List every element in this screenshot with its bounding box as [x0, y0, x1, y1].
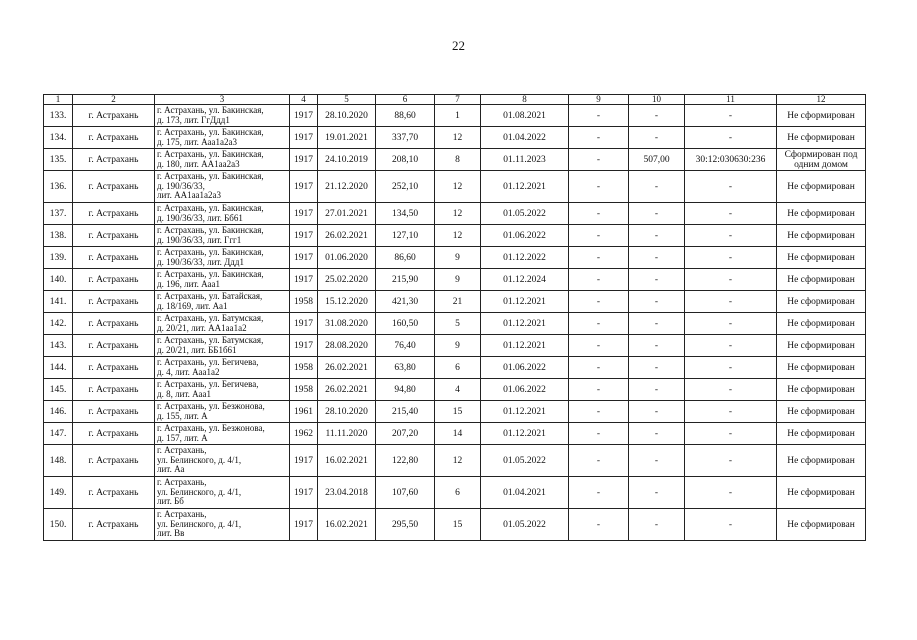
land-area-cell: -: [629, 203, 685, 225]
land-area-cell: -: [629, 127, 685, 149]
row-number: 150.: [44, 509, 73, 541]
status-cell: Не сформирован: [777, 269, 866, 291]
col9-cell: -: [569, 509, 629, 541]
deadline-cell: 01.06.2022: [481, 379, 569, 401]
row-number: 139.: [44, 247, 73, 269]
col9-cell: -: [569, 335, 629, 357]
table-row: [44, 401, 866, 423]
area-cell: 337,70: [376, 127, 435, 149]
year-cell: 1958: [290, 357, 318, 379]
address-line: д. 190/36/33, лит. Ггг1: [157, 234, 242, 245]
count-cell: 9: [435, 247, 481, 269]
area-cell: 86,60: [376, 247, 435, 269]
deadline-cell: 01.05.2022: [481, 509, 569, 541]
address-line: г. Астрахань, ул. Батумская,: [157, 335, 264, 345]
date-cell: 19.01.2021: [318, 127, 376, 149]
page-number: 22: [452, 38, 465, 53]
row-number: 144.: [44, 357, 73, 379]
date-cell: 11.11.2020: [318, 423, 376, 445]
address-line: д. 20/21, лит. ББ1б61: [157, 344, 237, 355]
cadastral-number-cell: -: [685, 225, 777, 247]
address-line: д. 190/36/33,: [157, 180, 205, 191]
status-cell: Не сформирован: [777, 379, 866, 401]
address-cell: [155, 423, 290, 445]
address-cell: [155, 477, 290, 509]
table-row: [44, 313, 866, 335]
address-line: д. 18/169, лит. Аа1: [157, 300, 228, 311]
count-cell: 15: [435, 401, 481, 423]
city-cell: г. Астрахань: [73, 357, 155, 379]
address-line: г. Астрахань, ул. Бакинская,: [157, 149, 264, 159]
city-cell: г. Астрахань: [73, 291, 155, 313]
status-cell: Не сформирован: [777, 105, 866, 127]
year-cell: 1958: [290, 291, 318, 313]
col9-cell: -: [569, 171, 629, 203]
count-cell: 21: [435, 291, 481, 313]
year-cell: 1917: [290, 105, 318, 127]
deadline-cell: 01.12.2022: [481, 247, 569, 269]
year-cell: 1917: [290, 269, 318, 291]
land-area-cell: -: [629, 379, 685, 401]
cadastral-number-cell: -: [685, 477, 777, 509]
address-line: лит. Аа: [157, 464, 185, 475]
city-cell: г. Астрахань: [73, 269, 155, 291]
address-cell: [155, 509, 290, 541]
status-cell: Не сформирован: [777, 171, 866, 203]
status-cell: Не сформирован: [777, 509, 866, 541]
address-line: д. 157, лит. А: [157, 432, 208, 443]
address-line: г. Астрахань, ул. Безжонова,: [157, 423, 265, 433]
status-cell: Не сформирован: [777, 401, 866, 423]
area-cell: 421,30: [376, 291, 435, 313]
city-cell: г. Астрахань: [73, 313, 155, 335]
status-cell: Не сформирован: [777, 203, 866, 225]
land-area-cell: -: [629, 171, 685, 203]
col9-cell: -: [569, 357, 629, 379]
count-cell: 15: [435, 509, 481, 541]
area-cell: 160,50: [376, 313, 435, 335]
column-header-4: 4: [290, 95, 318, 105]
date-cell: 16.02.2021: [318, 509, 376, 541]
table-row: [44, 423, 866, 445]
table-row: [44, 335, 866, 357]
column-header-10: 10: [629, 95, 685, 105]
date-cell: 28.08.2020: [318, 335, 376, 357]
city-cell: г. Астрахань: [73, 401, 155, 423]
status-cell: Не сформирован: [777, 291, 866, 313]
address-line: г. Астрахань,: [157, 477, 207, 488]
deadline-cell: 01.12.2021: [481, 313, 569, 335]
city-cell: г. Астрахань: [73, 423, 155, 445]
status-cell: Не сформирован: [777, 335, 866, 357]
address-cell: [155, 335, 290, 357]
address-line: г. Астрахань, ул. Бакинская,: [157, 269, 264, 279]
col9-cell: -: [569, 445, 629, 477]
address-cell: [155, 445, 290, 477]
year-cell: 1917: [290, 127, 318, 149]
count-cell: 12: [435, 225, 481, 247]
count-cell: 8: [435, 149, 481, 171]
address-line: г. Астрахань, ул. Батумская,: [157, 313, 264, 323]
row-number: 135.: [44, 149, 73, 171]
address-line: д. 155, лит. А: [157, 410, 208, 421]
address-line: ул. Белинского, д. 4/1,: [157, 486, 242, 497]
table-row: [44, 477, 866, 509]
year-cell: 1958: [290, 379, 318, 401]
address-cell: [155, 269, 290, 291]
column-header-1: 1: [44, 95, 73, 105]
land-area-cell: -: [629, 477, 685, 509]
area-cell: 215,90: [376, 269, 435, 291]
row-number: 146.: [44, 401, 73, 423]
area-cell: 107,60: [376, 477, 435, 509]
deadline-cell: 01.12.2021: [481, 335, 569, 357]
address-line: г. Астрахань, ул. Бакинская,: [157, 105, 264, 115]
cadastral-number-cell: -: [685, 401, 777, 423]
date-cell: 26.02.2021: [318, 379, 376, 401]
address-line: г. Астрахань,: [157, 445, 207, 456]
count-cell: 12: [435, 127, 481, 149]
status-cell: Не сформирован: [777, 477, 866, 509]
date-cell: 16.02.2021: [318, 445, 376, 477]
column-header-11: 11: [685, 95, 777, 105]
date-cell: 28.10.2020: [318, 401, 376, 423]
year-cell: 1917: [290, 247, 318, 269]
col9-cell: -: [569, 401, 629, 423]
count-cell: 12: [435, 171, 481, 203]
year-cell: 1917: [290, 335, 318, 357]
status-cell: Не сформирован: [777, 445, 866, 477]
address-cell: [155, 291, 290, 313]
address-line: д. 190/36/33, лит. Бб61: [157, 212, 243, 223]
row-number: 134.: [44, 127, 73, 149]
col9-cell: -: [569, 423, 629, 445]
column-header-5: 5: [318, 95, 376, 105]
date-cell: 28.10.2020: [318, 105, 376, 127]
area-cell: 295,50: [376, 509, 435, 541]
count-cell: 5: [435, 313, 481, 335]
column-header-12: 12: [777, 95, 866, 105]
count-cell: 4: [435, 379, 481, 401]
col9-cell: -: [569, 379, 629, 401]
city-cell: г. Астрахань: [73, 247, 155, 269]
cadastral-number-cell: -: [685, 247, 777, 269]
count-cell: 9: [435, 335, 481, 357]
land-area-cell: -: [629, 509, 685, 541]
date-cell: 21.12.2020: [318, 171, 376, 203]
column-header-8: 8: [481, 95, 569, 105]
status-cell: Не сформирован: [777, 247, 866, 269]
deadline-cell: 01.04.2022: [481, 127, 569, 149]
count-cell: 6: [435, 477, 481, 509]
address-line: г. Астрахань, ул. Бегичева,: [157, 357, 259, 367]
cadastral-number-cell: -: [685, 203, 777, 225]
area-cell: 208,10: [376, 149, 435, 171]
land-area-cell: -: [629, 269, 685, 291]
cadastral-number-cell: -: [685, 445, 777, 477]
count-cell: 6: [435, 357, 481, 379]
deadline-cell: 01.04.2021: [481, 477, 569, 509]
cadastral-number-cell: -: [685, 127, 777, 149]
table-row: [44, 445, 866, 477]
address-cell: [155, 247, 290, 269]
cadastral-number-cell: -: [685, 105, 777, 127]
cadastral-number-cell: -: [685, 313, 777, 335]
table-row: [44, 269, 866, 291]
table-row: [44, 225, 866, 247]
address-line: д. 8, лит. Ааа1: [157, 388, 212, 399]
cadastral-number-cell: -: [685, 269, 777, 291]
city-cell: г. Астрахань: [73, 225, 155, 247]
address-cell: [155, 149, 290, 171]
year-cell: 1917: [290, 477, 318, 509]
cadastral-number-cell: 30:12:030630:236: [685, 149, 777, 171]
address-line: лит. Бб: [157, 496, 184, 507]
address-cell: [155, 203, 290, 225]
row-number: 149.: [44, 477, 73, 509]
city-cell: г. Астрахань: [73, 171, 155, 203]
status-cell: Не сформирован: [777, 357, 866, 379]
date-cell: 26.02.2021: [318, 225, 376, 247]
address-line: г. Астрахань, ул. Бакинская,: [157, 247, 264, 257]
city-cell: г. Астрахань: [73, 379, 155, 401]
count-cell: 1: [435, 105, 481, 127]
row-number: 148.: [44, 445, 73, 477]
year-cell: 1917: [290, 203, 318, 225]
land-area-cell: -: [629, 313, 685, 335]
table-row: [44, 379, 866, 401]
land-area-cell: -: [629, 225, 685, 247]
row-number: 143.: [44, 335, 73, 357]
table-row: [44, 247, 866, 269]
address-line: ул. Белинского, д. 4/1,: [157, 454, 242, 465]
year-cell: 1961: [290, 401, 318, 423]
deadline-cell: 01.06.2022: [481, 225, 569, 247]
table-row: [44, 105, 866, 127]
row-number: 142.: [44, 313, 73, 335]
address-line: г. Астрахань, ул. Бакинская,: [157, 203, 264, 213]
land-area-cell: -: [629, 401, 685, 423]
year-cell: 1917: [290, 171, 318, 203]
deadline-cell: 01.12.2021: [481, 171, 569, 203]
address-line: лит. Вв: [157, 528, 185, 539]
column-header-9: 9: [569, 95, 629, 105]
address-line: д. 4, лит. Ааа1а2: [157, 366, 220, 377]
address-line: д. 175, лит. Ааа1а2а3: [157, 136, 238, 147]
city-cell: г. Астрахань: [73, 127, 155, 149]
cadastral-number-cell: -: [685, 509, 777, 541]
col9-cell: -: [569, 149, 629, 171]
deadline-cell: 01.12.2021: [481, 401, 569, 423]
count-cell: 14: [435, 423, 481, 445]
deadline-cell: 01.06.2022: [481, 357, 569, 379]
year-cell: 1917: [290, 445, 318, 477]
table-row: [44, 509, 866, 541]
table-row: [44, 149, 866, 171]
cadastral-number-cell: -: [685, 357, 777, 379]
column-header-3: 3: [155, 95, 290, 105]
row-number: 136.: [44, 171, 73, 203]
address-line: д. 180, лит. АА1аа2а3: [157, 158, 240, 169]
column-number-row: [44, 95, 866, 105]
row-number: 145.: [44, 379, 73, 401]
status-cell: Не сформирован: [777, 423, 866, 445]
deadline-cell: 01.12.2021: [481, 423, 569, 445]
address-line: д. 196, лит. Ааа1: [157, 278, 221, 289]
date-cell: 01.06.2020: [318, 247, 376, 269]
status-cell: Сформирован под одним домом: [777, 149, 866, 171]
table-row: [44, 127, 866, 149]
col9-cell: -: [569, 225, 629, 247]
area-cell: 252,10: [376, 171, 435, 203]
address-line: д. 20/21, лит. АА1аа1а2: [157, 322, 247, 333]
land-area-cell: -: [629, 291, 685, 313]
date-cell: 27.01.2021: [318, 203, 376, 225]
cadastral-number-cell: -: [685, 379, 777, 401]
table-row: [44, 291, 866, 313]
date-cell: 15.12.2020: [318, 291, 376, 313]
area-cell: 76,40: [376, 335, 435, 357]
cadastral-number-cell: -: [685, 335, 777, 357]
year-cell: 1917: [290, 509, 318, 541]
deadline-cell: 01.11.2023: [481, 149, 569, 171]
column-header-2: 2: [73, 95, 155, 105]
col9-cell: -: [569, 203, 629, 225]
cadastral-number-cell: -: [685, 423, 777, 445]
address-line: д. 190/36/33, лит. Ддд1: [157, 256, 244, 267]
row-number: 138.: [44, 225, 73, 247]
year-cell: 1917: [290, 313, 318, 335]
row-number: 141.: [44, 291, 73, 313]
year-cell: 1962: [290, 423, 318, 445]
column-header-6: 6: [376, 95, 435, 105]
city-cell: г. Астрахань: [73, 335, 155, 357]
col9-cell: -: [569, 105, 629, 127]
area-cell: 94,80: [376, 379, 435, 401]
address-line: г. Астрахань, ул. Батайская,: [157, 291, 263, 301]
row-number: 133.: [44, 105, 73, 127]
deadline-cell: 01.05.2022: [481, 203, 569, 225]
area-cell: 63,80: [376, 357, 435, 379]
status-cell: Не сформирован: [777, 313, 866, 335]
address-cell: [155, 171, 290, 203]
area-cell: 88,60: [376, 105, 435, 127]
date-cell: 23.04.2018: [318, 477, 376, 509]
area-cell: 122,80: [376, 445, 435, 477]
row-number: 137.: [44, 203, 73, 225]
area-cell: 134,50: [376, 203, 435, 225]
deadline-cell: 01.12.2021: [481, 291, 569, 313]
col9-cell: -: [569, 313, 629, 335]
date-cell: 24.10.2019: [318, 149, 376, 171]
city-cell: г. Астрахань: [73, 509, 155, 541]
address-line: г. Астрахань, ул. Бакинская,: [157, 225, 264, 235]
city-cell: г. Астрахань: [73, 105, 155, 127]
cadastral-number-cell: -: [685, 171, 777, 203]
land-area-cell: -: [629, 445, 685, 477]
deadline-cell: 01.05.2022: [481, 445, 569, 477]
address-cell: [155, 379, 290, 401]
date-cell: 26.02.2021: [318, 357, 376, 379]
address-line: г. Астрахань, ул. Безжонова,: [157, 401, 265, 411]
col9-cell: -: [569, 477, 629, 509]
year-cell: 1917: [290, 225, 318, 247]
col9-cell: -: [569, 269, 629, 291]
deadline-cell: 01.08.2021: [481, 105, 569, 127]
land-area-cell: -: [629, 423, 685, 445]
address-cell: [155, 105, 290, 127]
date-cell: 31.08.2020: [318, 313, 376, 335]
city-cell: г. Астрахань: [73, 477, 155, 509]
address-cell: [155, 127, 290, 149]
land-area-cell: -: [629, 247, 685, 269]
land-area-cell: -: [629, 357, 685, 379]
city-cell: г. Астрахань: [73, 445, 155, 477]
address-line: г. Астрахань, ул. Бакинская,: [157, 127, 264, 137]
land-area-cell: -: [629, 335, 685, 357]
date-cell: 25.02.2020: [318, 269, 376, 291]
address-cell: [155, 401, 290, 423]
address-cell: [155, 313, 290, 335]
address-line: г. Астрахань, ул. Бакинская,: [157, 171, 264, 182]
address-cell: [155, 357, 290, 379]
area-cell: 127,10: [376, 225, 435, 247]
deadline-cell: 01.12.2024: [481, 269, 569, 291]
address-line: д. 173, лит. ГгДдд1: [157, 114, 230, 125]
address-line: г. Астрахань,: [157, 509, 207, 520]
address-line: лит. АА1аа1а2а3: [157, 190, 222, 201]
address-line: ул. Белинского, д. 4/1,: [157, 518, 242, 529]
status-cell: Не сформирован: [777, 127, 866, 149]
count-cell: 12: [435, 445, 481, 477]
address-line: г. Астрахань, ул. Бегичева,: [157, 379, 259, 389]
col9-cell: -: [569, 127, 629, 149]
land-area-cell: -: [629, 105, 685, 127]
city-cell: г. Астрахань: [73, 203, 155, 225]
row-number: 140.: [44, 269, 73, 291]
cadastral-number-cell: -: [685, 291, 777, 313]
table-body: [44, 105, 866, 541]
table-row: [44, 203, 866, 225]
status-cell: Не сформирован: [777, 225, 866, 247]
count-cell: 9: [435, 269, 481, 291]
city-cell: г. Астрахань: [73, 149, 155, 171]
count-cell: 12: [435, 203, 481, 225]
address-cell: [155, 225, 290, 247]
table-row: [44, 171, 866, 203]
area-cell: 207,20: [376, 423, 435, 445]
year-cell: 1917: [290, 149, 318, 171]
row-number: 147.: [44, 423, 73, 445]
column-header-7: 7: [435, 95, 481, 105]
area-cell: 215,40: [376, 401, 435, 423]
col9-cell: -: [569, 247, 629, 269]
land-area-cell: 507,00: [629, 149, 685, 171]
housing-table: [43, 94, 866, 541]
col9-cell: -: [569, 291, 629, 313]
table-row: [44, 357, 866, 379]
